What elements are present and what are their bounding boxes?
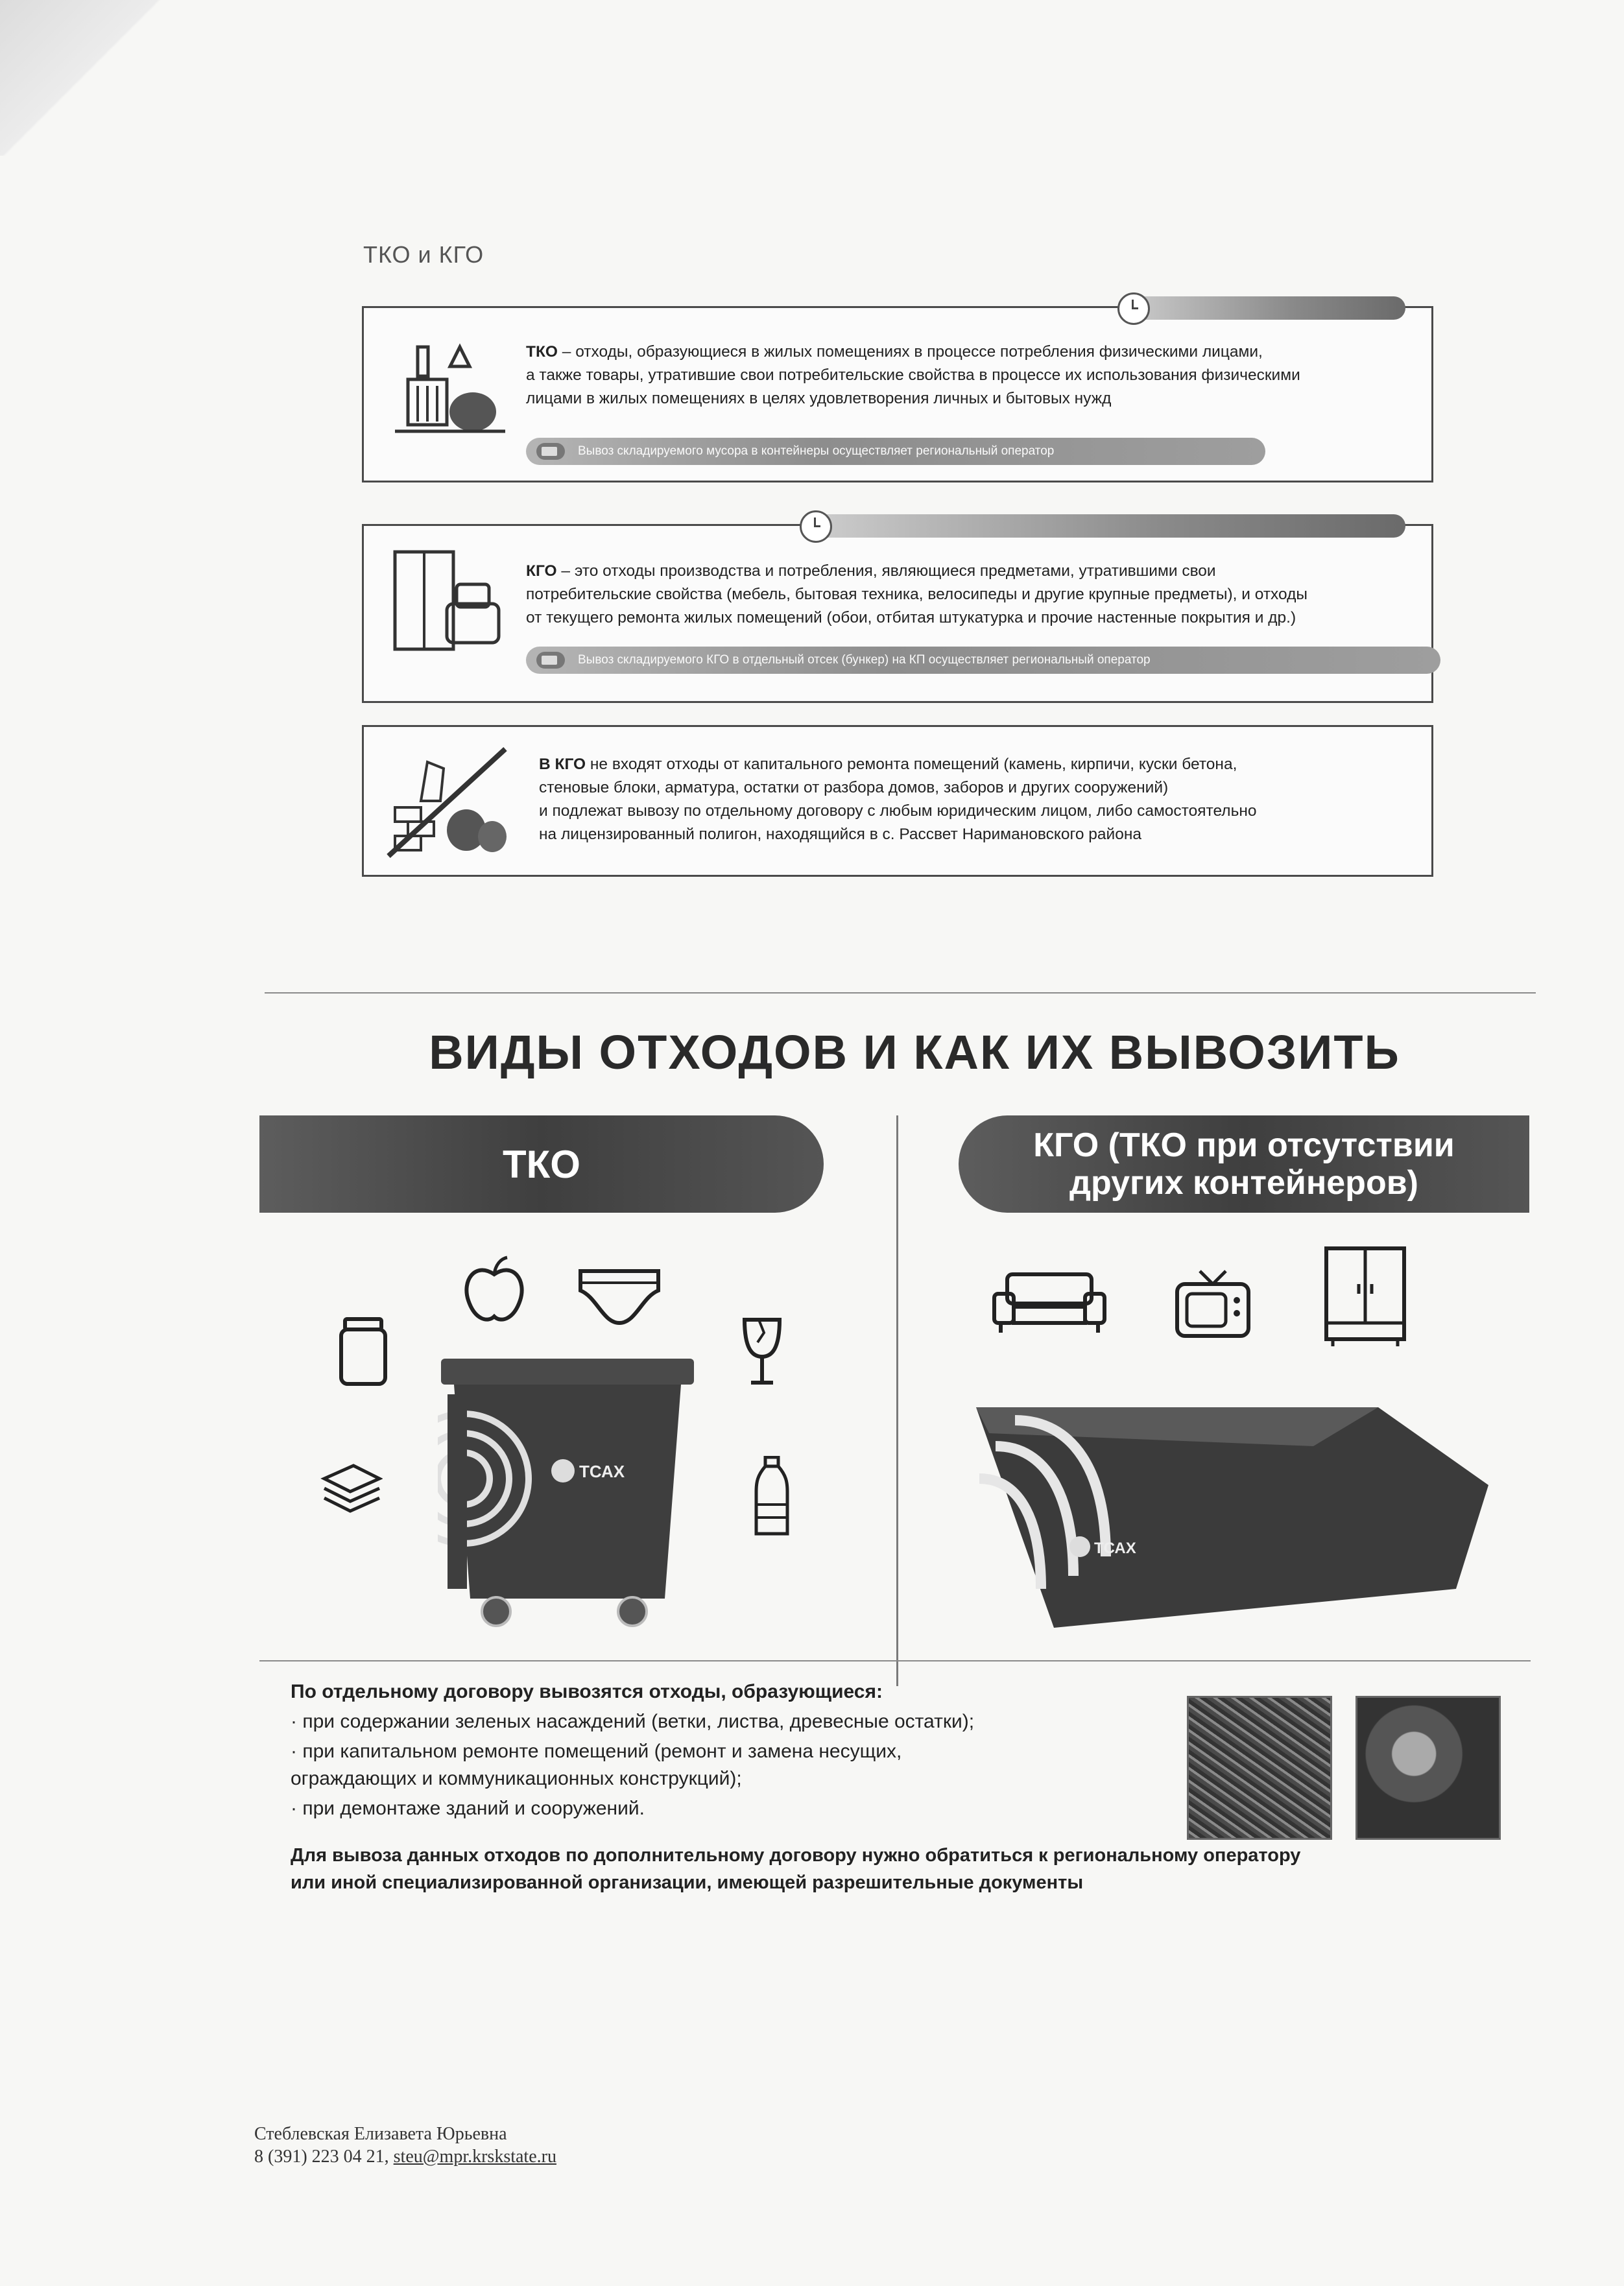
separate-contract-item2a: · при капитальном ремонте помещений (ремонт и замена несущих,: [291, 1741, 902, 1762]
kgo-banner: [959, 1115, 1529, 1213]
no-construction-waste-icon: [382, 743, 512, 859]
exclusion-line2: стеновые блоки, арматура, остатки от разбора домов, заборов и других сооружений): [539, 779, 1169, 796]
section-divider: [265, 992, 1536, 994]
tko-timer-bar: [1120, 296, 1405, 320]
main-title: ВИДЫ ОТХОДОВ И КАК ИХ ВЫВОЗИТЬ: [429, 1025, 1400, 1079]
author-contacts: [254, 2147, 556, 2167]
furniture-icon: [382, 545, 512, 662]
jar-icon: [337, 1316, 389, 1388]
exclusion-line1: не входят отходы от капитального ремонта помещений (камень, кирпичи, куски бетона,: [586, 756, 1237, 773]
page-corner-fold: [0, 0, 195, 156]
author-name: Стеблевская Елизавета Юрьевна: [254, 2124, 507, 2144]
kgo-timer-bar: [802, 514, 1405, 538]
tv-icon: [1174, 1268, 1252, 1339]
column-separator: [896, 1115, 898, 1686]
separate-contract-heading: По отдельному договору вывозятся отходы, образующиеся:: [291, 1681, 883, 1702]
diaper-icon: [577, 1265, 662, 1329]
exclusion-prefix: В КГО: [539, 756, 586, 773]
apple-icon: [462, 1255, 527, 1326]
author-phone: 8 (391) 223 04 21,: [254, 2147, 389, 2167]
tko-banner-label: ТКО: [503, 1142, 580, 1186]
kgo-pill-text: Вывоз складируемого КГО в отдельный отсек (бункер) на КП осуществляет региональный оператор: [578, 653, 1151, 667]
timer-icon: [800, 510, 832, 543]
bottle-icon: [752, 1456, 791, 1540]
paper-stack-icon: [318, 1459, 383, 1518]
kgo-term: КГО: [526, 562, 557, 580]
tko-definition-text: [526, 340, 1405, 411]
tko-definition-box: [362, 306, 1433, 482]
recycle-waste-icon: [382, 327, 512, 444]
kgo-banner-line1: КГО (ТКО при отсутствии: [1033, 1126, 1455, 1164]
bottom-divider: [259, 1660, 1531, 1661]
tko-term: ТКО: [526, 343, 558, 361]
bunker-container-illustration: [976, 1394, 1495, 1641]
bunker-brand-label: ТСАХ: [1094, 1540, 1136, 1557]
kgo-exclusion-box: [362, 725, 1433, 877]
tko-definition-line1: – отходы, образующиеся в жилых помещениях в процессе потребления физическими лицами,: [557, 343, 1263, 361]
exclusion-line3: и подлежат вывозу по отдельному договору с любым юридическим лицом, либо самостоятельно: [539, 802, 1257, 820]
exclusion-text: [539, 753, 1405, 846]
kgo-banner-line2: других контейнеров): [1069, 1164, 1418, 1202]
green-waste-photo: [1187, 1696, 1332, 1840]
tko-definition-line3: лицами в жилых помещениях в целях удовлетворения личных и бытовых нужд: [526, 390, 1112, 407]
author-email-link[interactable]: steu@mpr.krskstate.ru: [393, 2147, 556, 2167]
separate-contract-item3: · при демонтаже зданий и сооружений.: [291, 1798, 645, 1819]
wardrobe-icon: [1323, 1245, 1407, 1349]
tko-banner: [259, 1115, 824, 1213]
kgo-definition-line2: потребительские свойства (мебель, бытовая техника, велосипеды и другие крупные предметы), и отходы: [526, 586, 1308, 603]
construction-waste-photo: [1355, 1696, 1501, 1840]
waste-bin-illustration: [438, 1355, 697, 1634]
separate-contract-item1: · при содержании зеленых насаждений (ветки, листва, древесные остатки);: [291, 1711, 975, 1732]
kgo-definition-line1: – это отходы производства и потребления, являющиеся предметами, утратившими свои: [556, 562, 1216, 580]
tko-pill-text: Вывоз складируемого мусора в контейнеры осуществляет региональный оператор: [578, 444, 1055, 458]
kgo-operator-pill: [526, 647, 1440, 674]
tko-definition-line2: а также товары, утратившие свои потребительские свойства в процессе их использования физическими: [526, 366, 1300, 384]
separate-contract-note2: или иной специализированной организации, имеющей разрешительные документы: [291, 1872, 1084, 1893]
sofa-icon: [991, 1271, 1108, 1336]
separate-contract-item2b: ограждающих и коммуникационных конструкций);: [291, 1768, 742, 1789]
tko-operator-pill: [526, 438, 1265, 465]
timer-icon: [1117, 292, 1150, 325]
exclusion-line4: на лицензированный полигон, находящийся в с. Рассвет Наримановского района: [539, 826, 1142, 843]
truck-icon: [536, 443, 565, 460]
kgo-definition-box: [362, 524, 1433, 703]
kgo-definition-text: [526, 560, 1405, 630]
separate-contract-note1: Для вывоза данных отходов по дополнительному договору нужно обратиться к региональному оператору: [291, 1845, 1301, 1866]
bin-brand-label: ТСАХ: [579, 1462, 625, 1481]
truck-icon: [536, 652, 565, 669]
kgo-definition-line3: от текущего ремонта жилых помещений (обои, отбитая штукатурка и прочие настенные покрытия и др.): [526, 609, 1296, 626]
section-label: ТКО и КГО: [363, 241, 484, 268]
broken-glass-icon: [739, 1316, 785, 1388]
